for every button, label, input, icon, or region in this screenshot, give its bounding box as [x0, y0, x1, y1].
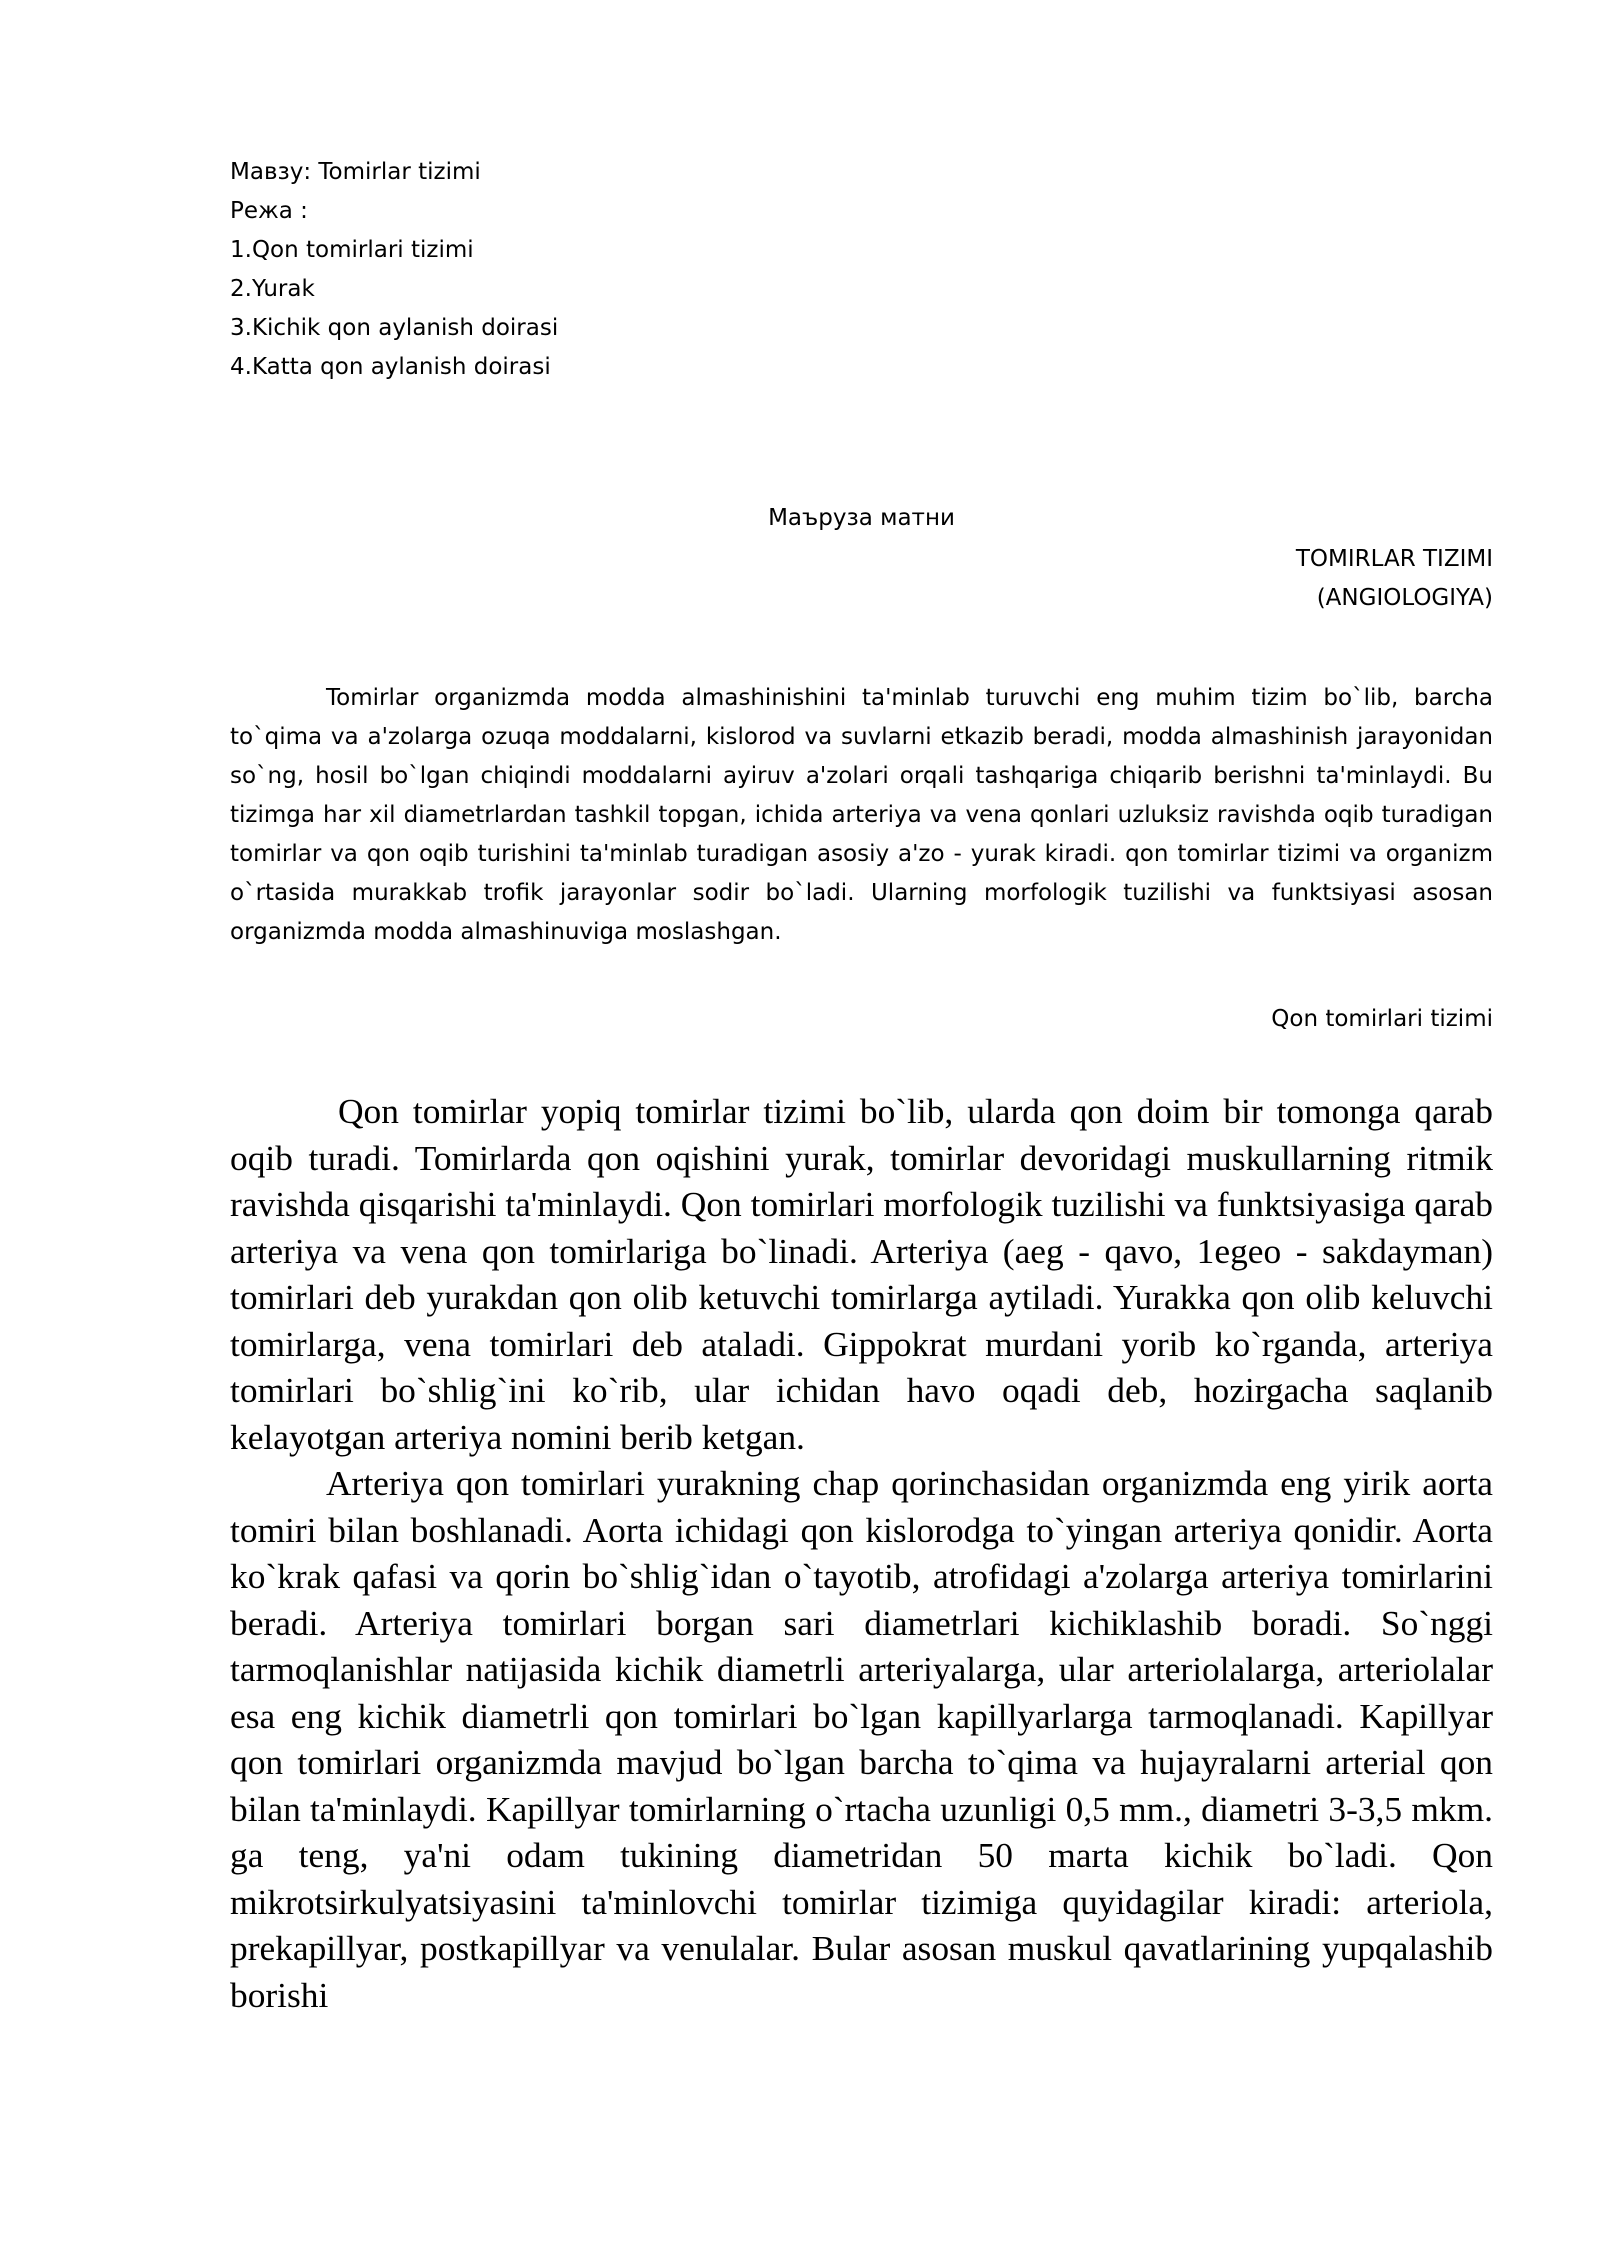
header-topic-line: Мавзу: Tomirlar tizimi [230, 159, 481, 185]
plan-item-4: 4.Katta qon aylanish doirasi [230, 354, 551, 380]
plan-item-3: 3.Kichik qon aylanish doirasi [230, 315, 559, 341]
topic-subtitle: (ANGIOLOGIYA) [1316, 585, 1493, 611]
body-text [230, 1088, 1493, 2018]
topic-heading [230, 540, 1493, 618]
lecture-header [230, 153, 1230, 387]
body-paragraph: Arteriya qon tomirlari yurakning chap qorinchasidan organizmda eng yirik aorta tomiri bilan boshlanadi. Aorta ichidagi qon kislorodga to`yingan arteriya qonidir. Aorta ko`krak qafasi va qorin bo`shlig`idan o`tayotib, atrofidagi a'zolarga arteriya tomirlarini beradi. Arteriya tomirlari borgan sari diametrlari kichiklashib boradi. So`nggi tarmoqlanishlar natijasida kichik diametrli arteriyalarga, ular arteriolalarga, arteriolalar esa eng kichik diametrli qon tomirlari bo`lgan kapillyarlarga tarmoqlanadi. Kapillyar qon tomirlari organizmda mavjud bo`lgan barcha to`qima va hujayralarni arterial qon bilan ta'minlaydi. Kapillyar tomirlarning o`rtacha uzunligi 0,5 mm., diametri 3-3,5 mkm. ga teng, ya'ni odam tukining diametridan 50 marta kichik bo`ladi. Qon mikrotsirkulyatsiyasini ta'minlovchi tomirlar tizimiga quyidagilar kiradi: arteriola, prekapillyar, postkapillyar va venulalar. Bular asosan muskul qavatlarining yupqalashib borishi [230, 1463, 1493, 2015]
section-heading: Qon tomirlari tizimi [1271, 1006, 1493, 1032]
plan-item-1: 1.Qon tomirlari tizimi [230, 237, 474, 263]
plan-item-2: 2.Yurak [230, 276, 315, 302]
intro-paragraph: Tomirlar organizmda modda almashinishini ta'minlab turuvchi eng muhim tizim bo`lib, barcha to`qima va a'zolarga ozuqa moddalarni, kislorod va suvlarni etkazib beradi, modda almashinish jarayonidan so`ng, hosil bo`lgan chiqindi moddalarni ayiruv a'zolari orqali tashqariga chiqarib berishni ta'minlaydi. Bu tizimga har xil diametrlardan tashkil topgan, ichida arteriya va vena qonlari uzluksiz ravishda oqib turadigan tomirlar va qon oqib turishini ta'minlab turadigan asosiy a'zo - yurak kiradi. qon tomirlar tizimi va organizm o`rtasida murakkab trofik jarayonlar sodir bo`ladi. Ularning morfologik tuzilishi va funktsiyasi asosan organizmda modda almashinuviga moslashgan. [230, 685, 1493, 945]
topic-title: TOMIRLAR TIZIMI [1295, 546, 1493, 572]
lecture-text-title: Маъруза матни [768, 505, 955, 531]
header-plan-label: Режа : [230, 198, 308, 224]
body-paragraph: Qon tomirlar yopiq tomirlar tizimi bo`lib, ularda qon doim bir tomonga qarab oqib turadi. Tomirlarda qon oqishini yurak, tomirlar devoridagi muskullarning ritmik ravishda qisqarishi ta'minlaydi. Qon tomirlari morfologik tuzilishi va funktsiyasiga qarab arteriya va vena qon tomirlariga bo`linadi. Arteriya (aeg - qavo, 1egeo - sakdayman) tomirlari deb yurakdan qon olib ketuvchi tomirlarga aytiladi. Yurakka qon olib keluvchi tomirlarga, vena tomirlari deb ataladi. Gippokrat murdani yorib ko`rganda, arteriya tomirlari bo`shlig`ini ko`rib, ular ichidan havo oqadi deb, hozirgacha saqlanib kelayotgan arteriya nomini berib ketgan. [230, 1091, 1493, 1457]
